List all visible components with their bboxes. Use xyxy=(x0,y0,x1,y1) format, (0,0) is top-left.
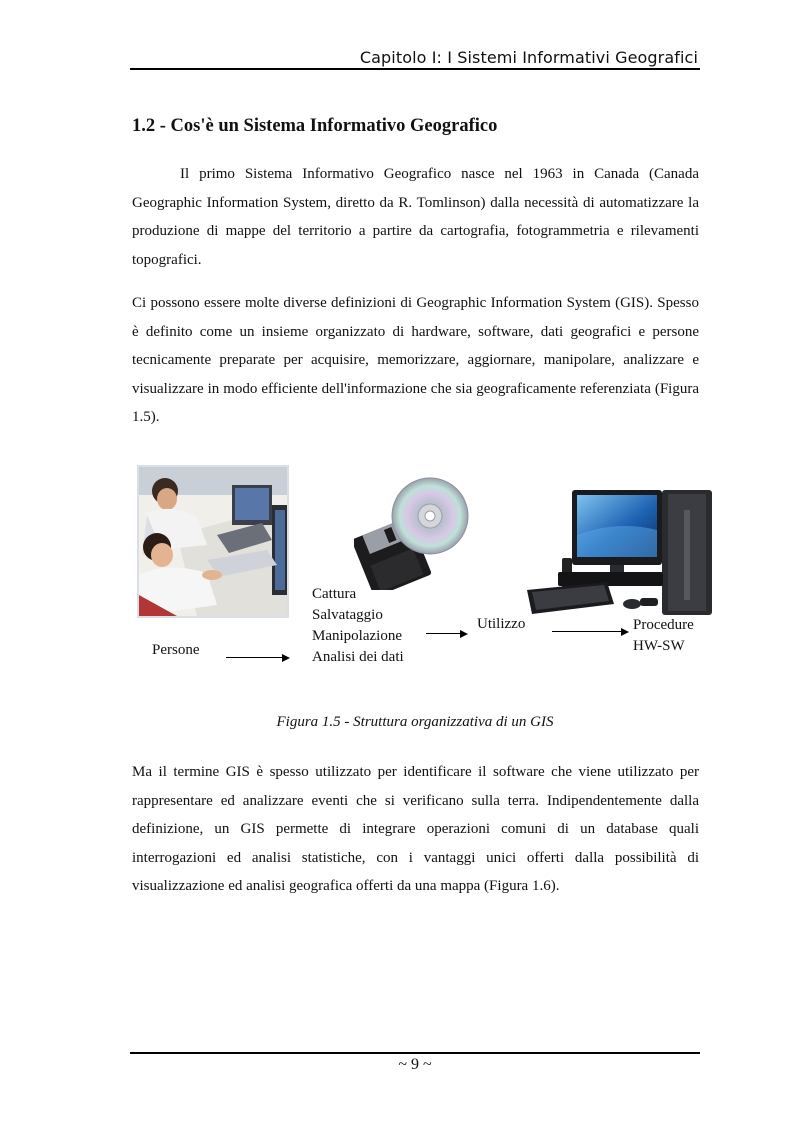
arrow-persone xyxy=(226,657,288,658)
cd-floppy-image xyxy=(354,470,472,590)
paragraph-1: Il primo Sistema Informativo Geografico nasce nel 1963 in Canada (Canada Geographic Information System, diretto da R. Tomlinson) dalla necessità di automatizzare la produzione di mappe del territorio a partire da cartografia, fotogrammetria e rilevamenti topografici. xyxy=(132,166,699,268)
header-rule xyxy=(130,68,700,70)
section-title: 1.2 - Cos'è un Sistema Informativo Geografico xyxy=(132,116,498,136)
gis-structure-figure xyxy=(132,462,722,682)
persone-label: Persone xyxy=(152,642,200,658)
operation-manipolazione: Manipolazione xyxy=(312,628,402,644)
paragraph-3: Ma il termine GIS è spesso utilizzato per identificare il software che viene utilizzato per rappresentare ed analizzare eventi che si verificano sulla terra. Indipendentemente dalla definizione, un GIS permette di integrare operazioni comuni di un database quali interrogazioni ed analisi statistiche, con i vantaggi unici offerti dalla possibilità di visualizzazione ed analisi geografica offerti da una mappa (Figura 1.6). xyxy=(132,764,699,894)
procedure-line-2: HW-SW xyxy=(633,638,685,654)
operation-salvataggio: Salvataggio xyxy=(312,607,383,623)
paragraph-2: Ci possono essere molte diverse definizioni di Geographic Information System (GIS). Spesso è definito come un insieme organizzato di hardware, software, dati geografici e persone tecnicamente preparate per acquisire, memorizzare, aggiornare, manipolare, analizzare e visualizzare in modo efficiente dell'informazione che sia geograficamente referenziata (Figura 1.5). xyxy=(132,295,699,425)
procedure-line-1: Procedure xyxy=(633,617,694,633)
footer-rule xyxy=(130,1052,700,1054)
utilizzo-label: Utilizzo xyxy=(477,616,526,632)
chapter-header: Capitolo I: I Sistemi Informativi Geografici xyxy=(359,48,698,67)
operations-label xyxy=(312,584,404,668)
page-number: ~ 9 ~ xyxy=(398,1056,432,1073)
procedure-label xyxy=(633,615,694,657)
operation-cattura: Cattura xyxy=(312,586,357,602)
people-photo-image xyxy=(137,465,289,618)
operation-analisi: Analisi dei dati xyxy=(312,649,404,665)
figure-caption: Figura 1.5 - Struttura organizzativa di un GIS xyxy=(276,714,554,730)
arrow-utilizzo xyxy=(552,631,627,632)
arrow-operations xyxy=(426,633,466,634)
computer-image xyxy=(522,480,722,620)
